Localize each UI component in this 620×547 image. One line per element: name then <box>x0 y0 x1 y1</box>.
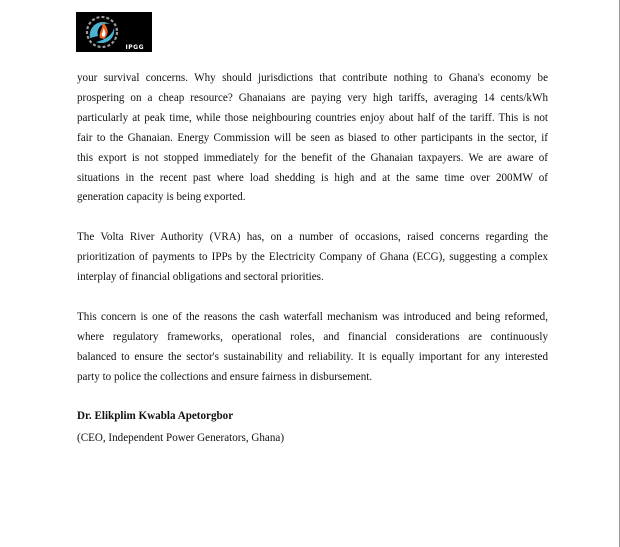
text-line: prioritization of payments to IPPs by the Electricity Company of Ghana (ECG), suggesting a complex <box>77 251 548 264</box>
letter-body <box>77 69 548 449</box>
text-line: party to police the collections and ensure fairness in disbursement. <box>77 370 373 383</box>
signature-block <box>77 407 548 449</box>
signatory-name: Dr. Elikplim Kwabla Apetorgbor <box>77 410 234 423</box>
text-line: situations in the recent past where load shedding is high and at the same time over 200MW of <box>77 171 548 184</box>
text-line: interplay of financial obligations and sectoral priorities. <box>77 271 324 284</box>
text-line: where regulatory frameworks, operational roles, and financial considerations are continuously <box>77 330 548 343</box>
text-line: balanced to ensure the sector's sustainability and reliability. It is equally important for any interested <box>77 350 548 363</box>
text-line: particularly at peak time, while those neighbouring countries enjoy about half of the tariff. This is not <box>77 111 548 124</box>
signatory-title: (CEO, Independent Power Generators, Ghana) <box>77 432 285 445</box>
text-line: your survival concerns. Why should jurisdictions that contribute nothing to Ghana's economy be <box>77 72 548 84</box>
paragraph-cash-waterfall <box>77 308 548 388</box>
text-line: prospering on a cheap resource? Ghanaians are paying very high tariffs, averaging 14 cents/kWh <box>77 91 548 104</box>
ipgg-logo <box>76 12 152 52</box>
text-line: generation capacity is being exported. <box>77 191 246 204</box>
logo-text: IPGG <box>125 44 144 51</box>
text-line: The Volta River Authority (VRA) has, on a number of occasions, raised concerns regarding the <box>77 231 548 244</box>
text-line: fair to the Ghanaian. Energy Commission will be seen as biased to other participants in the sector, if <box>77 131 548 144</box>
text-line: this export is not stopped immediately for the benefit of the Ghanaian taxpayers. We are aware of <box>77 151 548 164</box>
paragraph-export-concerns <box>77 69 548 208</box>
paragraph-vra-concerns <box>77 228 548 288</box>
text-line: This concern is one of the reasons the cash waterfall mechanism was introduced and being reformed, <box>77 310 548 323</box>
